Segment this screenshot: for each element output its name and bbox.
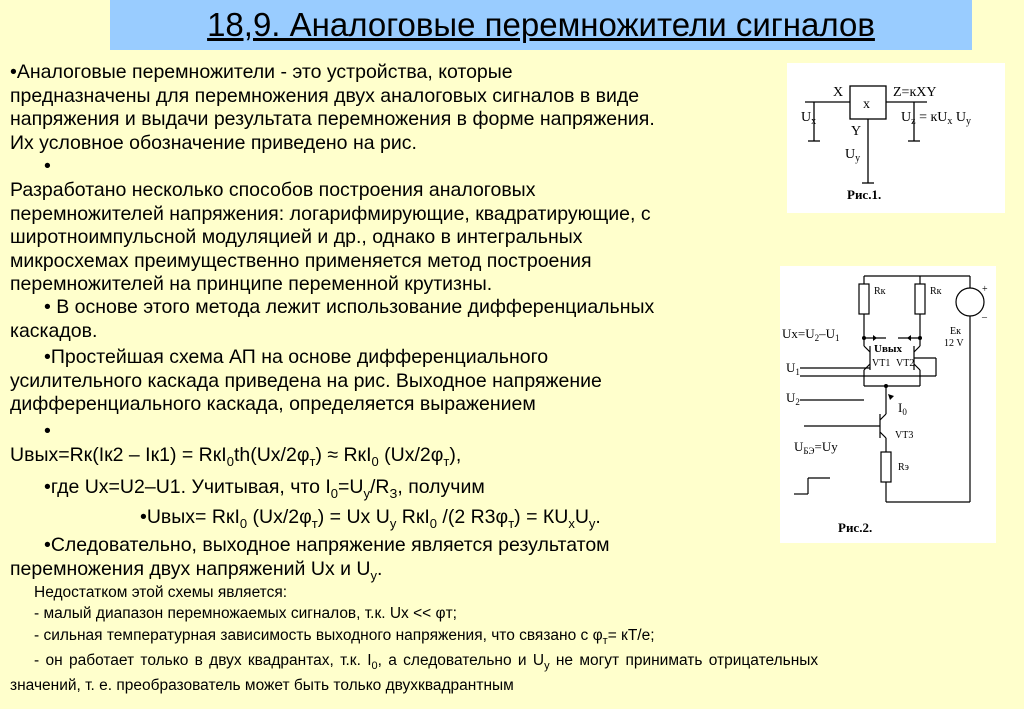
note-line: значений, т. е. преобразователь может быть только двухквадрантным (10, 677, 514, 694)
label-u1: $U_1$ (786, 360, 800, 377)
label-ek-voltage: 12 V (944, 338, 964, 349)
equation-result: •Uвых= RкI$_0$ $(Ux/2\varphi_т) = Ux$ $U_у$ RкI$_0$ /(2 $R3\varphi_т) = КU_хU_у$. (140, 506, 601, 531)
label-uvyh: Uвых (874, 343, 902, 355)
text-line: •Следовательно, выходное напряжение является результатом (44, 534, 610, 556)
text-line: перемножителей на принципе переменной крутизны. (10, 273, 493, 295)
note-line: - он работает только в двух квадрантах, т.к. $I_0$, а следовательно и $U_у$ не могут принимать отрицательных (34, 652, 819, 673)
note-line: - сильная температурная зависимость выходного напряжения, что связано с $\varphi_т= кТ/е$; (34, 627, 655, 648)
resistor-rk1 (859, 284, 869, 314)
label-rk2: Rк (930, 286, 942, 297)
label-vt2: VT2 (896, 358, 915, 369)
resistor-re (881, 452, 891, 482)
label-vt3: VT3 (895, 430, 914, 441)
label-z: Z=кXY (893, 85, 937, 100)
label-re: Rэ (898, 462, 909, 473)
text-line: дифференциального каскада, определяется выражением (10, 393, 536, 415)
text-line: предназначены для перемножения двух аналоговых сигналов в виде (10, 84, 640, 107)
page-title: 18,9. Аналоговые перемножители сигналов (207, 6, 875, 43)
note-line: - малый диапазон перемножаемых сигналов, т.к. Ux << φт; (34, 605, 457, 622)
bullet-empty: • (44, 155, 51, 177)
source-minus: – (982, 312, 987, 323)
resistor-rk2 (915, 284, 925, 314)
label-ube: $U_{БЭ}=Uy$ (794, 439, 838, 456)
paragraph-definition (10, 61, 655, 155)
bullet-empty-2: • (44, 420, 51, 442)
figure-multiplier-symbol (787, 63, 1005, 213)
paragraph-scheme (10, 346, 602, 417)
text-line: каскадов. (10, 319, 98, 342)
title-bar (110, 0, 972, 50)
figure-circuit (780, 266, 996, 543)
text-line: •Аналоговые перемножители - это устройства, которые (10, 61, 513, 83)
text-line: перемножения двух напряжений Ux и $U_у$. (10, 557, 383, 583)
label-ek: Eк (950, 326, 961, 337)
label-uz: $U_z = кU_x$ $U_y$ (901, 110, 972, 127)
text-line: Разработано несколько способов построения аналоговых (10, 179, 536, 201)
text-line: широтноимпульсной модуляцией и др., однако в интегральных (10, 226, 583, 248)
text-line: усилительного каскада приведена на рис. Выходное напряжение (10, 369, 602, 392)
label-vt1: VT1 (872, 358, 891, 369)
text-line: • В основе этого метода лежит использование дифференциальных (44, 296, 655, 318)
text-line: микросхемах преимущественно применяется метод построения (10, 249, 592, 272)
label-ux-diff: $Ux=U_2-U_1$ (782, 326, 840, 343)
label-x: X (833, 85, 844, 100)
equation-ux: •где Ux=U2–U1. Учитывая, что $I_0=U_у/R_З$, получим (44, 476, 485, 501)
figure-caption: Рис.2. (838, 520, 873, 535)
label-u2: $U_2$ (786, 390, 800, 407)
label-rk1: Rк (874, 286, 886, 297)
text-line: напряжения и выдачи результата перемножения в форме напряжения. (10, 108, 655, 130)
paragraph-methods (10, 179, 651, 297)
text-line: •Простейшая схема АП на основе дифференциального (44, 346, 549, 368)
text-line: перемножителей напряжения: логарифмирующие, квадратирующие, с (10, 202, 651, 225)
figure-caption: Рис.1. (847, 187, 882, 202)
label-uy: $U_y$ (845, 147, 861, 164)
paragraph-basis (10, 296, 654, 343)
text-line: Их условное обозначение приведено на рис. (10, 131, 417, 154)
note-line: Недостатком этой схемы является: (34, 584, 288, 601)
label-ux: $U_x$ (801, 110, 817, 127)
label-y: Y (851, 124, 862, 139)
multiply-sign: x (863, 97, 870, 112)
paragraph-conclusion (10, 534, 610, 583)
source-plus: + (982, 284, 988, 295)
equation-uvyh: Uвых=Rк(Iк2 – $Iк1) = RкI_0th(Ux/2\varphi_т) \approx RкI_0$ $(Ux/2\varphi_т)$, (10, 444, 462, 469)
voltage-source (956, 288, 984, 316)
label-i0: $I_0$ (898, 400, 907, 417)
